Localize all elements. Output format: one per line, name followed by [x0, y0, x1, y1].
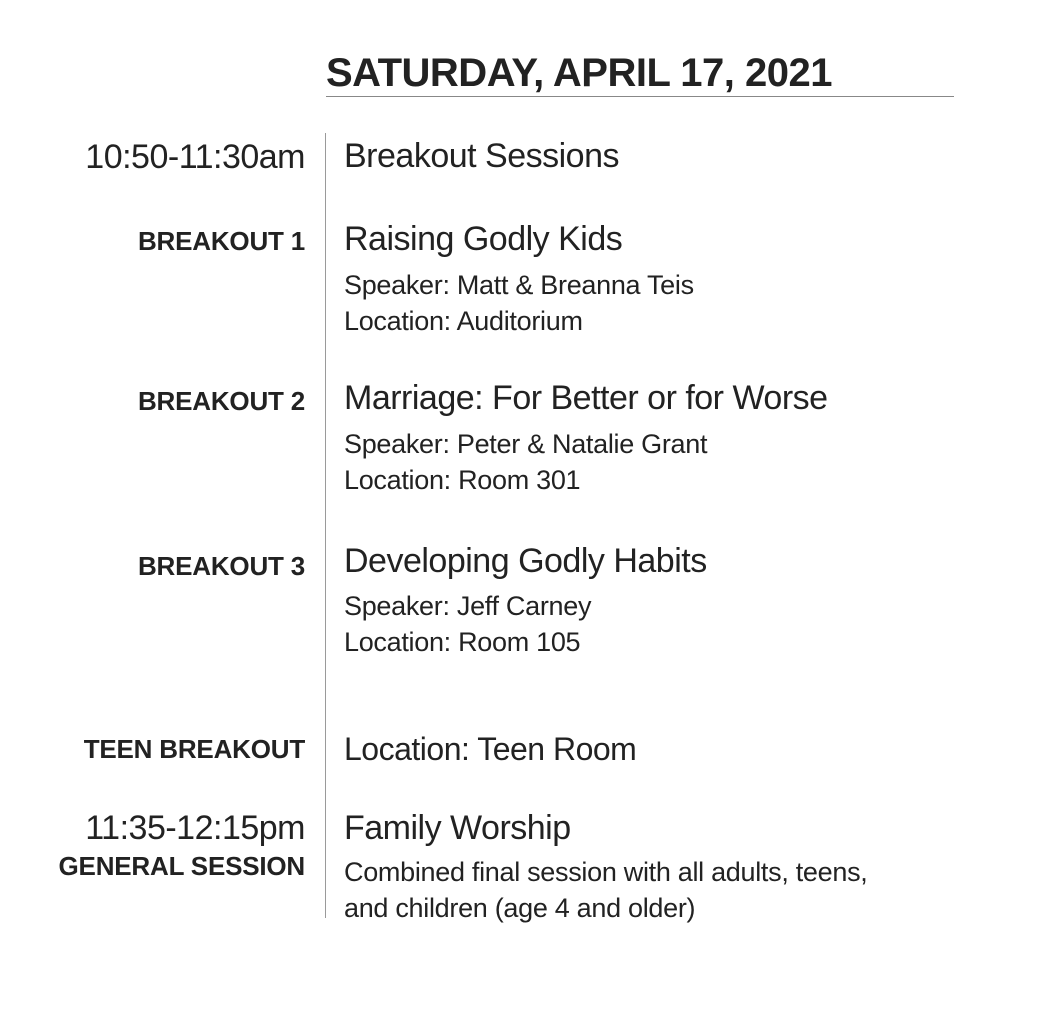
- block2-description-line1: Combined final session with all adults, teens,: [344, 857, 868, 887]
- breakout3-location: Location: Room 105: [344, 627, 581, 657]
- breakout2-label: BREAKOUT 2: [137, 386, 305, 416]
- breakout3-label: BREAKOUT 3: [137, 551, 305, 581]
- block2-label: GENERAL SESSION: [58, 851, 305, 881]
- breakout1-location: Location: Auditorium: [344, 306, 583, 336]
- date-header: SATURDAY, APRIL 17, 2021: [326, 50, 954, 97]
- schedule-divider: [325, 133, 326, 918]
- teen-breakout-location: Location: Teen Room: [344, 731, 637, 767]
- breakout3-speaker: Speaker: Jeff Carney: [344, 591, 592, 621]
- teen-breakout-label: TEEN BREAKOUT: [83, 734, 305, 764]
- breakout2-title: Marriage: For Better or for Worse: [344, 379, 828, 417]
- breakout1-title: Raising Godly Kids: [344, 220, 623, 258]
- breakout1-speaker: Speaker: Matt & Breanna Teis: [344, 270, 694, 300]
- block1-time: 10:50-11:30am: [85, 138, 305, 176]
- block2-title: Family Worship: [344, 809, 571, 847]
- breakout2-speaker: Speaker: Peter & Natalie Grant: [344, 429, 708, 459]
- breakout1-label: BREAKOUT 1: [137, 226, 305, 256]
- breakout3-title: Developing Godly Habits: [344, 542, 707, 580]
- block1-title: Breakout Sessions: [344, 137, 619, 175]
- block2-description-line2: and children (age 4 and older): [344, 893, 696, 923]
- block2-time: 11:35-12:15pm: [85, 809, 305, 847]
- breakout2-location: Location: Room 301: [344, 465, 581, 495]
